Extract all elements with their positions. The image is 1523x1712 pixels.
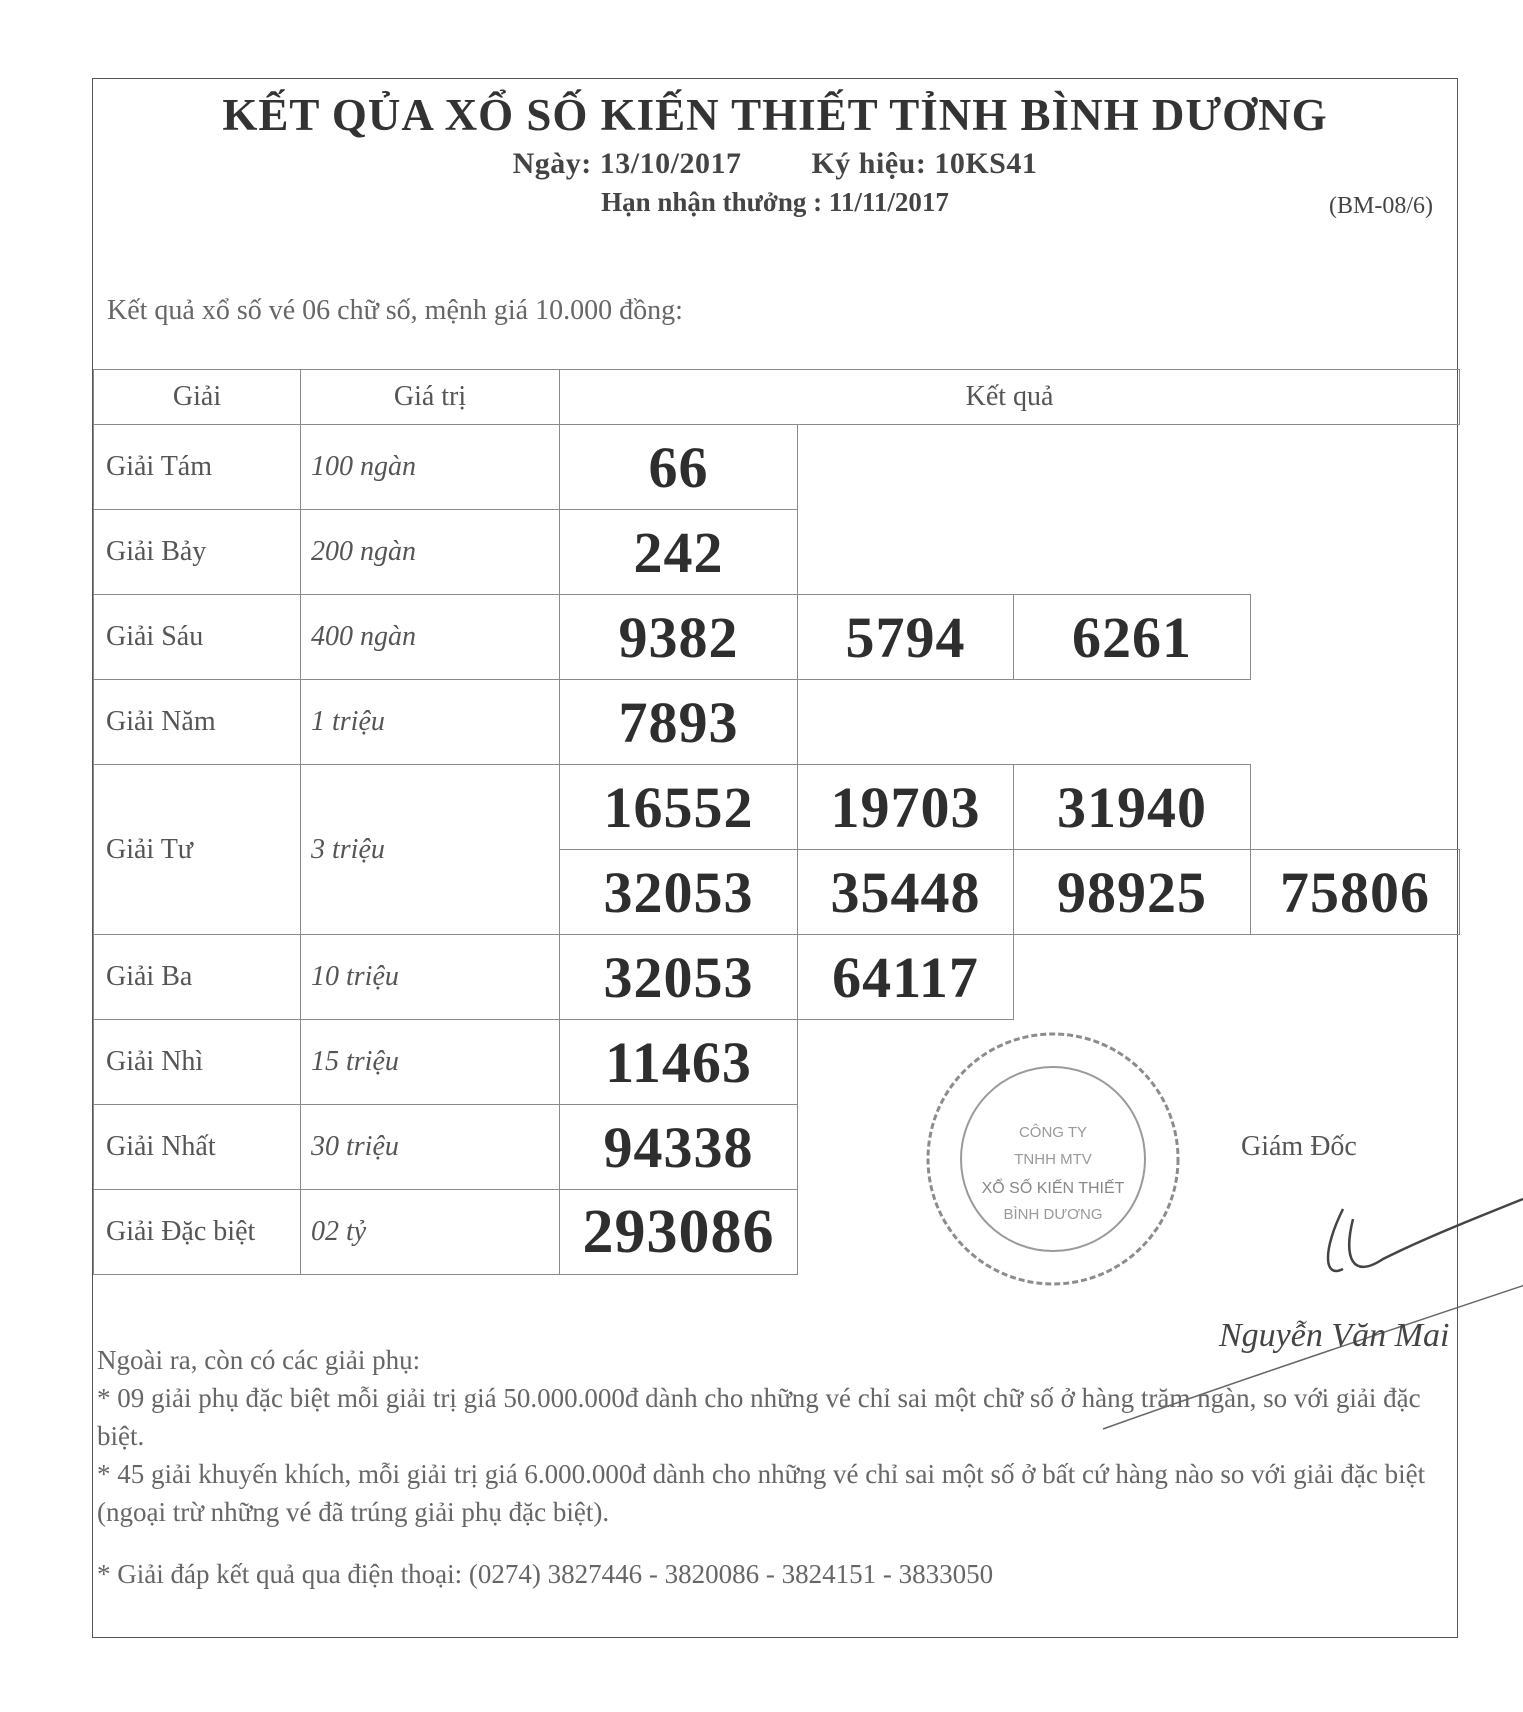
prize-value: 100 ngàn (301, 425, 560, 510)
stamp-text: XỔ SỐ KIẾN THIẾT (981, 1180, 1125, 1197)
special-prize-number: 293086 (560, 1190, 798, 1275)
prize-name: Giải Ba (94, 935, 301, 1020)
prize-name: Giải Tư (94, 765, 301, 935)
prize-value: 02 tỷ (301, 1190, 560, 1275)
director-title: Giám Đốc (1241, 1131, 1357, 1162)
prize-name: Giải Nhất (94, 1105, 301, 1190)
winning-number: 98925 (1014, 850, 1251, 935)
additional-prizes (93, 1341, 1427, 1593)
winning-number: 94338 (560, 1105, 798, 1190)
document-title: KẾT QỦA XỔ SỐ KIẾN THIẾT TỈNH BÌNH DƯƠNG (222, 90, 1328, 140)
ticket-symbol: Ký hiệu: 10KS41 (811, 147, 1038, 180)
prize-name: Giải Bảy (94, 510, 301, 595)
winning-number: 19703 (798, 765, 1014, 850)
prize-name: Giải Sáu (94, 595, 301, 680)
prize-value: 30 triệu (301, 1105, 560, 1190)
empty-cell (798, 680, 1460, 765)
winning-number: 31940 (1014, 765, 1251, 850)
director-name: Nguyễn Văn Mai (1219, 1317, 1450, 1354)
winning-number: 32053 (560, 850, 798, 935)
form-code: (BM-08/6) (1329, 193, 1433, 219)
winning-number: 11463 (560, 1020, 798, 1105)
table-row (94, 765, 1460, 850)
winning-number: 6261 (1014, 595, 1251, 680)
extras-item: * 09 giải phụ đặc biệt mỗi giải trị giá 50.000.000đ dành cho những vé chỉ sai một chữ số ở hàng trăm ngàn, so với giải đặc biệt. (97, 1383, 1421, 1451)
table-row (94, 680, 1460, 765)
prize-value: 1 triệu (301, 680, 560, 765)
extras-intro: Ngoài ra, còn có các giải phụ: (97, 1345, 421, 1375)
hotline-info: * Giải đáp kết quả qua điện thoại: (0274) 3827446 - 3820086 - 3824151 - 3833050 (97, 1559, 994, 1589)
winning-number: 64117 (798, 935, 1014, 1020)
prize-value: 15 triệu (301, 1020, 560, 1105)
winning-number: 16552 (560, 765, 798, 850)
prize-name: Giải Nhì (94, 1020, 301, 1105)
prize-name: Giải Đặc biệt (94, 1190, 301, 1275)
table-row (94, 425, 1460, 510)
empty-cell (1251, 595, 1460, 680)
draw-date: Ngày: 13/10/2017 (512, 147, 742, 180)
prize-name: Giải Tám (94, 425, 301, 510)
extras-item: * 45 giải khuyến khích, mỗi giải trị giá 6.000.000đ dành cho những vé chỉ sai một số ở bất cứ hàng nào so với giải đặc biệt (ngoại trừ những vé đã trúng giải phụ đặc biệt). (97, 1459, 1426, 1527)
svg-text:CÔNG TY: CÔNG TY (1018, 1124, 1088, 1141)
winning-number: 35448 (798, 850, 1014, 935)
prize-value: 200 ngàn (301, 510, 560, 595)
table-row (94, 935, 1460, 1020)
prize-value: 3 triệu (301, 765, 560, 935)
claim-deadline: Hạn nhận thưởng : 11/11/2017 (601, 187, 949, 217)
prize-name: Giải Năm (94, 680, 301, 765)
winning-number: 32053 (560, 935, 798, 1020)
empty-cell (798, 425, 1460, 595)
empty-cell (1251, 765, 1460, 850)
winning-number: 7893 (560, 680, 798, 765)
lottery-result-document (92, 78, 1458, 1638)
winning-number: 5794 (798, 595, 1014, 680)
header-prize: Giải (94, 370, 301, 425)
ticket-description: Kết quả xổ số vé 06 chữ số, mệnh giá 10.000 đồng: (107, 295, 683, 326)
header-result: Kết quả (560, 370, 1460, 425)
winning-number: 9382 (560, 595, 798, 680)
prize-value: 10 triệu (301, 935, 560, 1020)
prize-value: 400 ngàn (301, 595, 560, 680)
header-value: Giá trị (301, 370, 560, 425)
svg-text:TNHH MTV: TNHH MTV (1014, 1151, 1092, 1168)
svg-text:BÌNH DƯƠNG: BÌNH DƯƠNG (1003, 1206, 1103, 1223)
meta-line (93, 147, 1457, 181)
winning-number: 66 (560, 425, 798, 510)
table-row (94, 595, 1460, 680)
winning-number: 75806 (1251, 850, 1460, 935)
winning-number: 242 (560, 510, 798, 595)
